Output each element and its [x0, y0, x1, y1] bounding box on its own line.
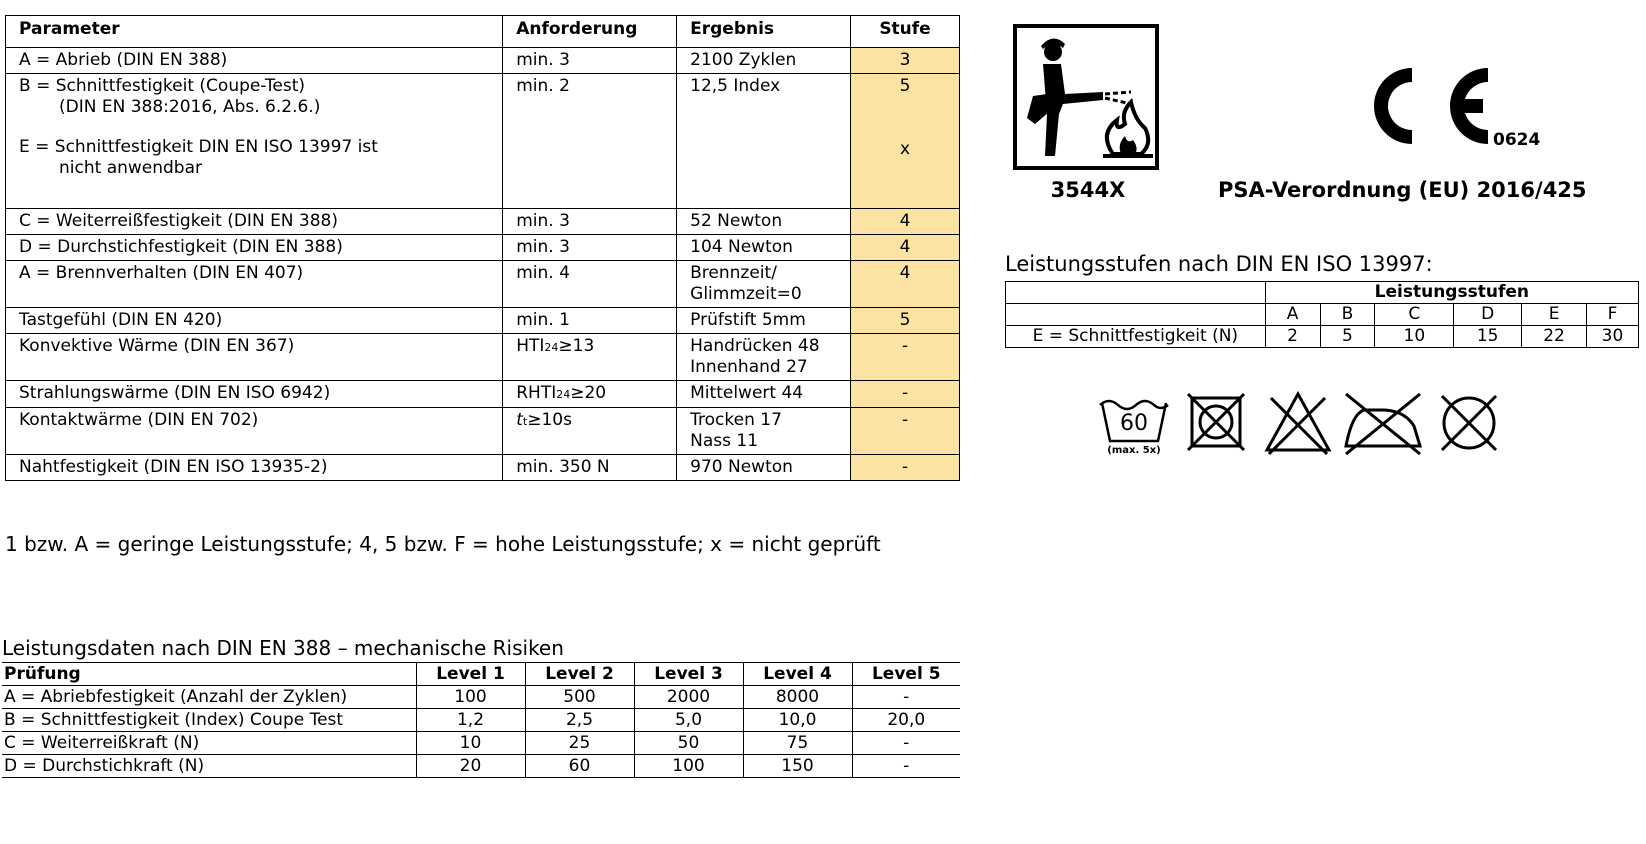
table-cell: - — [852, 686, 960, 709]
header-requirement: Anforderung — [503, 16, 677, 48]
param-cell: D = Durchstichfestigkeit (DIN EN 388) — [6, 235, 503, 261]
req-cell: min. 3 — [503, 235, 677, 261]
result-line: Glimmzeit=0 — [690, 284, 802, 304]
result-cell: 12,5 Index — [677, 74, 851, 209]
level-value-x: x — [899, 139, 911, 159]
table-cell: D = Durchstichkraft (N) — [2, 755, 416, 778]
table-cell: B = Schnittfestigkeit (Index) Coupe Test — [2, 709, 416, 732]
param-cell — [6, 74, 503, 209]
table-cell: 8000 — [743, 686, 852, 709]
psa-regulation: PSA-Verordnung (EU) 2016/425 — [1218, 178, 1587, 202]
level-letter: A — [1265, 304, 1320, 326]
req-text: ≥13 — [558, 336, 595, 356]
result-line: Innenhand 27 — [690, 357, 808, 377]
level-value: 15 — [1454, 326, 1522, 348]
level-cell: - — [851, 455, 960, 481]
req-text: ≥20 — [570, 383, 607, 403]
result-line: Trocken 17 — [690, 410, 782, 430]
table-row — [2, 755, 960, 778]
ce-number: 0624 — [1493, 130, 1541, 150]
req-cell — [503, 408, 677, 455]
level-cell: 4 — [851, 235, 960, 261]
table-row — [6, 455, 960, 481]
level-cell — [851, 74, 960, 209]
no-iron-icon — [1342, 390, 1424, 456]
table-cell: 20,0 — [852, 709, 960, 732]
header-parameter: Parameter — [6, 16, 503, 48]
table-cell: 150 — [743, 755, 852, 778]
req-text: HTI — [516, 336, 545, 356]
header-cell: Level 4 — [743, 663, 852, 686]
result-cell: 104 Newton — [677, 235, 851, 261]
param-line: B = Schnittfestigkeit (Coupe-Test) — [19, 76, 306, 96]
param-cell: Nahtfestigkeit (DIN EN ISO 13935-2) — [6, 455, 503, 481]
table-cell: 10 — [416, 732, 525, 755]
req-sub: 24 — [544, 341, 559, 354]
firefighter-heat-icon — [1013, 24, 1159, 170]
param-cell: Strahlungswärme (DIN EN ISO 6942) — [6, 381, 503, 408]
level-letter: C — [1375, 304, 1454, 326]
level-letter: B — [1320, 304, 1375, 326]
table-header-row — [2, 663, 960, 686]
req-cell — [503, 381, 677, 408]
param-line: (DIN EN 388:2016, Abs. 6.2.6.) — [59, 97, 321, 117]
en388-title: Leistungsdaten nach DIN EN 388 – mechanische Risiken — [2, 636, 564, 660]
table-header-row — [6, 16, 960, 48]
level-value: 10 — [1375, 326, 1454, 348]
level-value: 2 — [1265, 326, 1320, 348]
param-cell: A = Abrieb (DIN EN 388) — [6, 48, 503, 74]
table-cell: - — [852, 755, 960, 778]
result-line: Nass 11 — [690, 431, 759, 451]
iso-title: Leistungsstufen nach DIN EN ISO 13997: — [1005, 252, 1433, 276]
table-row — [6, 48, 960, 74]
table-cell: 100 — [634, 755, 743, 778]
table-row — [1006, 304, 1639, 326]
fire-code: 3544X — [1050, 178, 1126, 202]
table-row — [6, 334, 960, 381]
req-text: RHTI — [516, 383, 557, 403]
param-cell: Tastgefühl (DIN EN 420) — [6, 308, 503, 334]
result-cell: 970 Newton — [677, 455, 851, 481]
group-header: Leistungsstufen — [1265, 282, 1638, 304]
no-dry-clean-icon — [1438, 392, 1500, 454]
req-text: t — [516, 410, 523, 430]
table-row — [1006, 326, 1639, 348]
param-line: E = Schnittfestigkeit DIN EN ISO 13997 ist — [19, 137, 378, 157]
table-cell: 60 — [525, 755, 634, 778]
table-cell: - — [852, 732, 960, 755]
no-tumble-dry-icon — [1186, 392, 1246, 452]
req-cell: min. 3 — [503, 48, 677, 74]
no-bleach-icon — [1263, 390, 1333, 456]
req-sub: 24 — [556, 388, 571, 401]
level-cell: - — [851, 381, 960, 408]
table-cell: 1,2 — [416, 709, 525, 732]
level-value: 22 — [1522, 326, 1587, 348]
result-line: Handrücken 48 — [690, 336, 820, 356]
table-cell: 5,0 — [634, 709, 743, 732]
header-cell: Level 5 — [852, 663, 960, 686]
level-cell: 4 — [851, 261, 960, 308]
header-cell: Prüfung — [2, 663, 416, 686]
table-cell: 100 — [416, 686, 525, 709]
table-row — [6, 235, 960, 261]
wash-temperature: 60 — [1120, 411, 1148, 436]
table-row — [6, 408, 960, 455]
param-line: nicht anwendbar — [59, 158, 203, 178]
req-cell: min. 1 — [503, 308, 677, 334]
table-cell: 500 — [525, 686, 634, 709]
req-text: ≥10s — [527, 410, 572, 430]
level-cell: 3 — [851, 48, 960, 74]
req-cell: min. 3 — [503, 209, 677, 235]
table-row — [6, 74, 960, 209]
table-cell: 25 — [525, 732, 634, 755]
header-result: Ergebnis — [677, 16, 851, 48]
result-cell — [677, 334, 851, 381]
iso-13997-table — [1005, 281, 1639, 348]
result-cell — [677, 408, 851, 455]
header-level: Stufe — [851, 16, 960, 48]
row-label: E = Schnittfestigkeit (N) — [1006, 326, 1266, 348]
level-value: 5 — [1320, 326, 1375, 348]
ce-mark-icon — [1348, 60, 1508, 152]
result-cell: 2100 Zyklen — [677, 48, 851, 74]
level-letter: E — [1522, 304, 1587, 326]
result-cell: Mittelwert 44 — [677, 381, 851, 408]
param-cell: A = Brennverhalten (DIN EN 407) — [6, 261, 503, 308]
level-letter: D — [1454, 304, 1522, 326]
parameter-table — [5, 15, 960, 481]
header-cell: Level 2 — [525, 663, 634, 686]
table-cell: 75 — [743, 732, 852, 755]
wash-note: (max. 5x) — [1107, 445, 1161, 456]
result-cell — [677, 261, 851, 308]
table-cell: 50 — [634, 732, 743, 755]
header-cell: Level 1 — [416, 663, 525, 686]
req-cell: min. 4 — [503, 261, 677, 308]
table-row — [6, 261, 960, 308]
result-cell: 52 Newton — [677, 209, 851, 235]
table-cell: 2,5 — [525, 709, 634, 732]
req-sub: t — [522, 415, 528, 428]
table-row — [6, 308, 960, 334]
table-row — [2, 686, 960, 709]
result-line: Brennzeit/ — [690, 263, 777, 283]
param-cell: C = Weiterreißfestigkeit (DIN EN 388) — [6, 209, 503, 235]
wash-60-icon — [1098, 397, 1170, 459]
table-cell: 10,0 — [743, 709, 852, 732]
level-value: 30 — [1587, 326, 1639, 348]
level-cell: - — [851, 408, 960, 455]
table-cell: 20 — [416, 755, 525, 778]
table-row — [2, 709, 960, 732]
header-cell: Level 3 — [634, 663, 743, 686]
level-cell: 5 — [851, 308, 960, 334]
table-row — [6, 209, 960, 235]
req-cell: min. 350 N — [503, 455, 677, 481]
table-row — [6, 381, 960, 408]
level-legend: 1 bzw. A = geringe Leistungsstufe; 4, 5 bzw. F = hohe Leistungsstufe; x = nicht geprüft — [5, 532, 881, 556]
level-value: 5 — [899, 76, 911, 96]
result-cell: Prüfstift 5mm — [677, 308, 851, 334]
level-letter: F — [1587, 304, 1639, 326]
table-cell: 2000 — [634, 686, 743, 709]
table-header-row — [1006, 282, 1639, 304]
level-cell: 4 — [851, 209, 960, 235]
req-cell — [503, 334, 677, 381]
req-cell: min. 2 — [503, 74, 677, 209]
table-row — [2, 732, 960, 755]
level-cell: - — [851, 334, 960, 381]
param-cell: Kontaktwärme (DIN EN 702) — [6, 408, 503, 455]
en388-table — [2, 662, 960, 778]
table-cell: A = Abriebfestigkeit (Anzahl der Zyklen) — [2, 686, 416, 709]
table-cell: C = Weiterreißkraft (N) — [2, 732, 416, 755]
param-cell: Konvektive Wärme (DIN EN 367) — [6, 334, 503, 381]
